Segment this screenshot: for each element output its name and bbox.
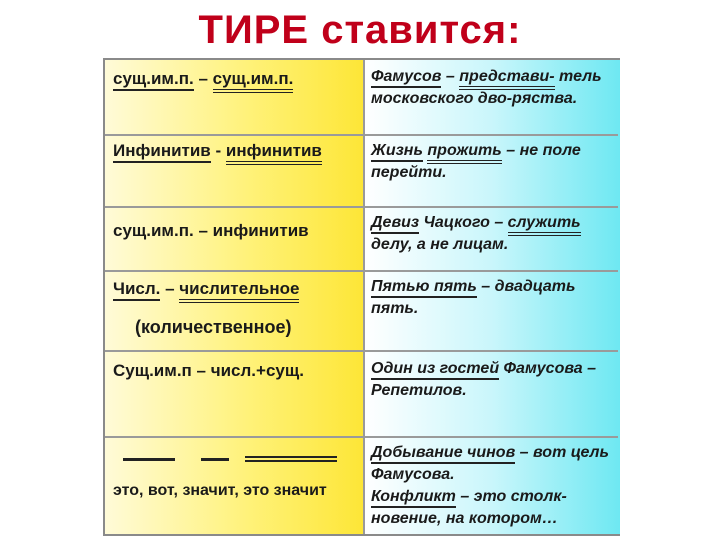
example-continuation: – двадцать пять. [371, 278, 576, 317]
example-row-3 [371, 212, 616, 256]
example-middle: Чацкого – [419, 214, 508, 231]
predicate-underline-sample [245, 456, 337, 462]
example-predicate: служить [508, 214, 581, 236]
rules-table [103, 58, 620, 536]
dash-separator: - [210, 141, 226, 160]
example-continuation-2: – это столк-новение, на котором… [371, 488, 567, 527]
predicate-infinitive: инфинитив [226, 141, 322, 165]
dash-separator: – [441, 68, 460, 85]
predicate-numeral: числительное [179, 279, 299, 303]
numeral-note: (количественное) [135, 317, 292, 337]
subject-underline-sample [123, 458, 175, 461]
example-subject-2: Конфликт [371, 488, 456, 508]
slide-title: ТИРЕ ставится: [198, 8, 522, 52]
example-continuation: Фамусова – Репетилов. [371, 360, 597, 399]
example-continuation: – вот цель Фамусова. [371, 444, 610, 483]
example-subject: Добывание чинов [371, 444, 515, 464]
subject-infinitive: Инфинитив [113, 141, 211, 163]
example-predicate: представи- [459, 68, 554, 90]
example-subject: Девиз [371, 214, 419, 234]
scheme-row-4 [113, 278, 358, 300]
example-row-6 [371, 442, 616, 530]
row-divider [105, 350, 618, 352]
example-continuation: – не поле перейти. [371, 142, 581, 181]
row-divider [105, 436, 618, 438]
scheme-row-2 [113, 140, 358, 162]
example-continuation: делу, а не лицам. [371, 236, 509, 253]
scheme-row-6: это, вот, значит, это значит [113, 482, 327, 499]
scheme-row-1 [113, 68, 358, 90]
scheme-row-5: Сущ.им.п – числ.+сущ. [113, 361, 304, 380]
dash-sample [201, 458, 229, 461]
example-row-1 [371, 66, 616, 110]
scheme-row-3: сущ.им.п. – инфинитив [113, 221, 309, 240]
dash-separator: – [193, 69, 213, 88]
example-row-4 [371, 276, 616, 320]
example-row-2 [371, 140, 616, 184]
example-continuation: тель московского дво-ряства. [371, 68, 602, 107]
example-subject: Фамусов [371, 68, 441, 88]
example-predicate: прожить [427, 142, 501, 164]
row-divider [105, 270, 618, 272]
subject-noun: сущ.им.п. [113, 69, 194, 91]
row-divider [105, 134, 618, 136]
dash-separator: – [160, 279, 180, 298]
example-subject: Пятью пять [371, 278, 477, 298]
example-subject: Один из гостей [371, 360, 499, 380]
subject-numeral: Числ. [113, 279, 160, 301]
predicate-noun: сущ.им.п. [213, 69, 294, 93]
example-row-5 [371, 358, 616, 402]
row-divider [105, 206, 618, 208]
example-subject: Жизнь [371, 142, 423, 162]
